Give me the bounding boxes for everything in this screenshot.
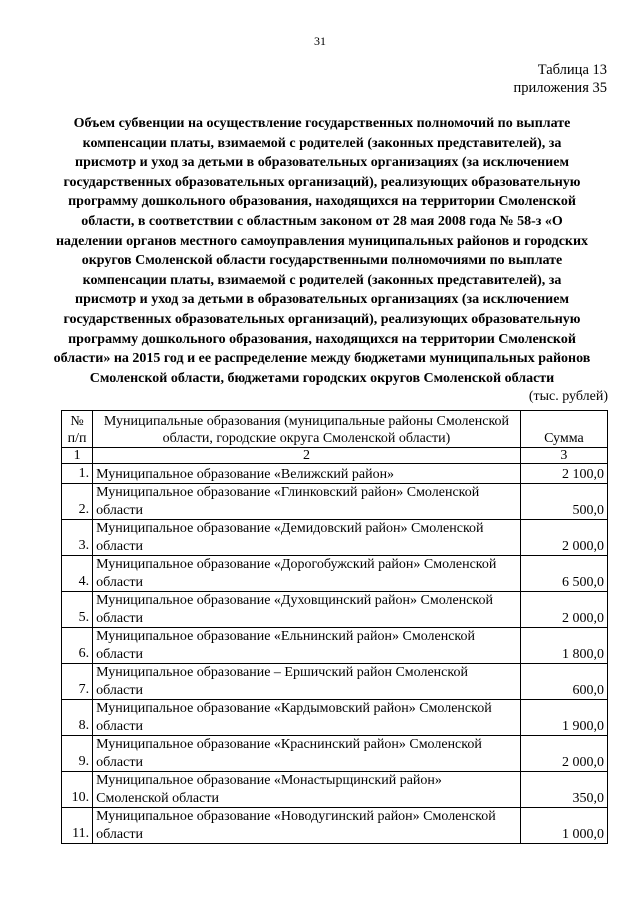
table-row <box>62 664 608 700</box>
table-row <box>62 556 608 592</box>
table-row <box>62 772 608 808</box>
row-municipality: Муниципальное образование «Ельнинский район» Смоленской области <box>93 628 521 664</box>
row-number: 4. <box>62 556 93 592</box>
document-title: Объем субвенции на осуществление государственных полномочий по выплате компенсации платы, взимаемой с родителей (законных представителей), за присмотр и уход за детьми в образовательных организациях (за исключением государственных образовательных организаций), реализующих образовательную программу дошкольного образования, находящихся на территории Смоленской области, в соответствии с областным законом от 28 мая 2008 года № 58-з «О наделении органов местного самоуправления муниципальных районов и городских округов Смоленской области государственными полномочиями по выплате компенсации платы, взимаемой с родителей (законных представителей), за присмотр и уход за детьми в образовательных организациях (за исключением государственных образовательных организаций), реализующих образовательную программу дошкольного образования, находящихся на территории Смоленской области» на 2015 год и ее распределение между бюджетами муниципальных районов Смоленской области, бюджетами городских округов Смоленской области <box>53 116 591 386</box>
row-municipality: Муниципальное образование «Монастырщинский район» Смоленской области <box>93 772 521 808</box>
row-municipality: Муниципальное образование «Духовщинский район» Смоленской области <box>93 592 521 628</box>
row-number: 2. <box>62 484 93 520</box>
row-municipality: Муниципальное образование «Велижский район» <box>93 464 521 484</box>
row-sum: 600,0 <box>520 664 607 700</box>
row-number: 6. <box>62 628 93 664</box>
row-sum: 2 000,0 <box>520 736 607 772</box>
header-number: № п/п <box>62 411 93 448</box>
table-row <box>62 808 608 844</box>
row-municipality: Муниципальное образование «Краснинский район» Смоленской области <box>93 736 521 772</box>
row-municipality: Муниципальное образование «Новодугинский район» Смоленской области <box>93 808 521 844</box>
table-row <box>62 520 608 556</box>
row-number: 9. <box>62 736 93 772</box>
header-municipality: Муниципальные образования (муниципальные районы Смоленской области, городские округа Смоленской области) <box>93 411 521 448</box>
column-index-2: 2 <box>93 448 521 464</box>
row-municipality: Муниципальное образование «Демидовский район» Смоленской области <box>93 520 521 556</box>
column-index-3: 3 <box>520 448 607 464</box>
table-row <box>62 464 608 484</box>
row-sum: 6 500,0 <box>520 556 607 592</box>
table-header-row <box>62 411 608 448</box>
row-sum: 2 000,0 <box>520 520 607 556</box>
table-row <box>62 628 608 664</box>
row-sum: 1 900,0 <box>520 700 607 736</box>
row-municipality: Муниципальное образование «Дорогобужский район» Смоленской области <box>93 556 521 592</box>
row-number: 8. <box>62 700 93 736</box>
subvention-table <box>61 410 608 844</box>
row-sum: 1 800,0 <box>520 628 607 664</box>
column-index-row <box>62 448 608 464</box>
page-number: 31 <box>314 34 326 48</box>
table-row <box>62 484 608 520</box>
row-municipality: Муниципальное образование – Ершичский район Смоленской области <box>93 664 521 700</box>
table-row <box>62 700 608 736</box>
row-number: 5. <box>62 592 93 628</box>
table-row <box>62 592 608 628</box>
units-label: (тыс. рублей) <box>528 389 608 404</box>
row-municipality: Муниципальное образование «Глинковский район» Смоленской области <box>93 484 521 520</box>
row-municipality: Муниципальное образование «Кардымовский район» Смоленской области <box>93 700 521 736</box>
row-number: 3. <box>62 520 93 556</box>
caption-table-number: Таблица 13 <box>537 62 607 78</box>
table-caption <box>514 61 607 97</box>
row-sum: 2 000,0 <box>520 592 607 628</box>
table-row <box>62 736 608 772</box>
row-sum: 350,0 <box>520 772 607 808</box>
caption-appendix: приложения 35 <box>513 80 607 96</box>
header-sum: Сумма <box>520 411 607 448</box>
row-sum: 1 000,0 <box>520 808 607 844</box>
row-number: 7. <box>62 664 93 700</box>
row-number: 10. <box>62 772 93 808</box>
row-number: 1. <box>62 464 93 484</box>
row-number: 11. <box>62 808 93 844</box>
row-sum: 500,0 <box>520 484 607 520</box>
column-index-1: 1 <box>62 448 93 464</box>
row-sum: 2 100,0 <box>520 464 607 484</box>
